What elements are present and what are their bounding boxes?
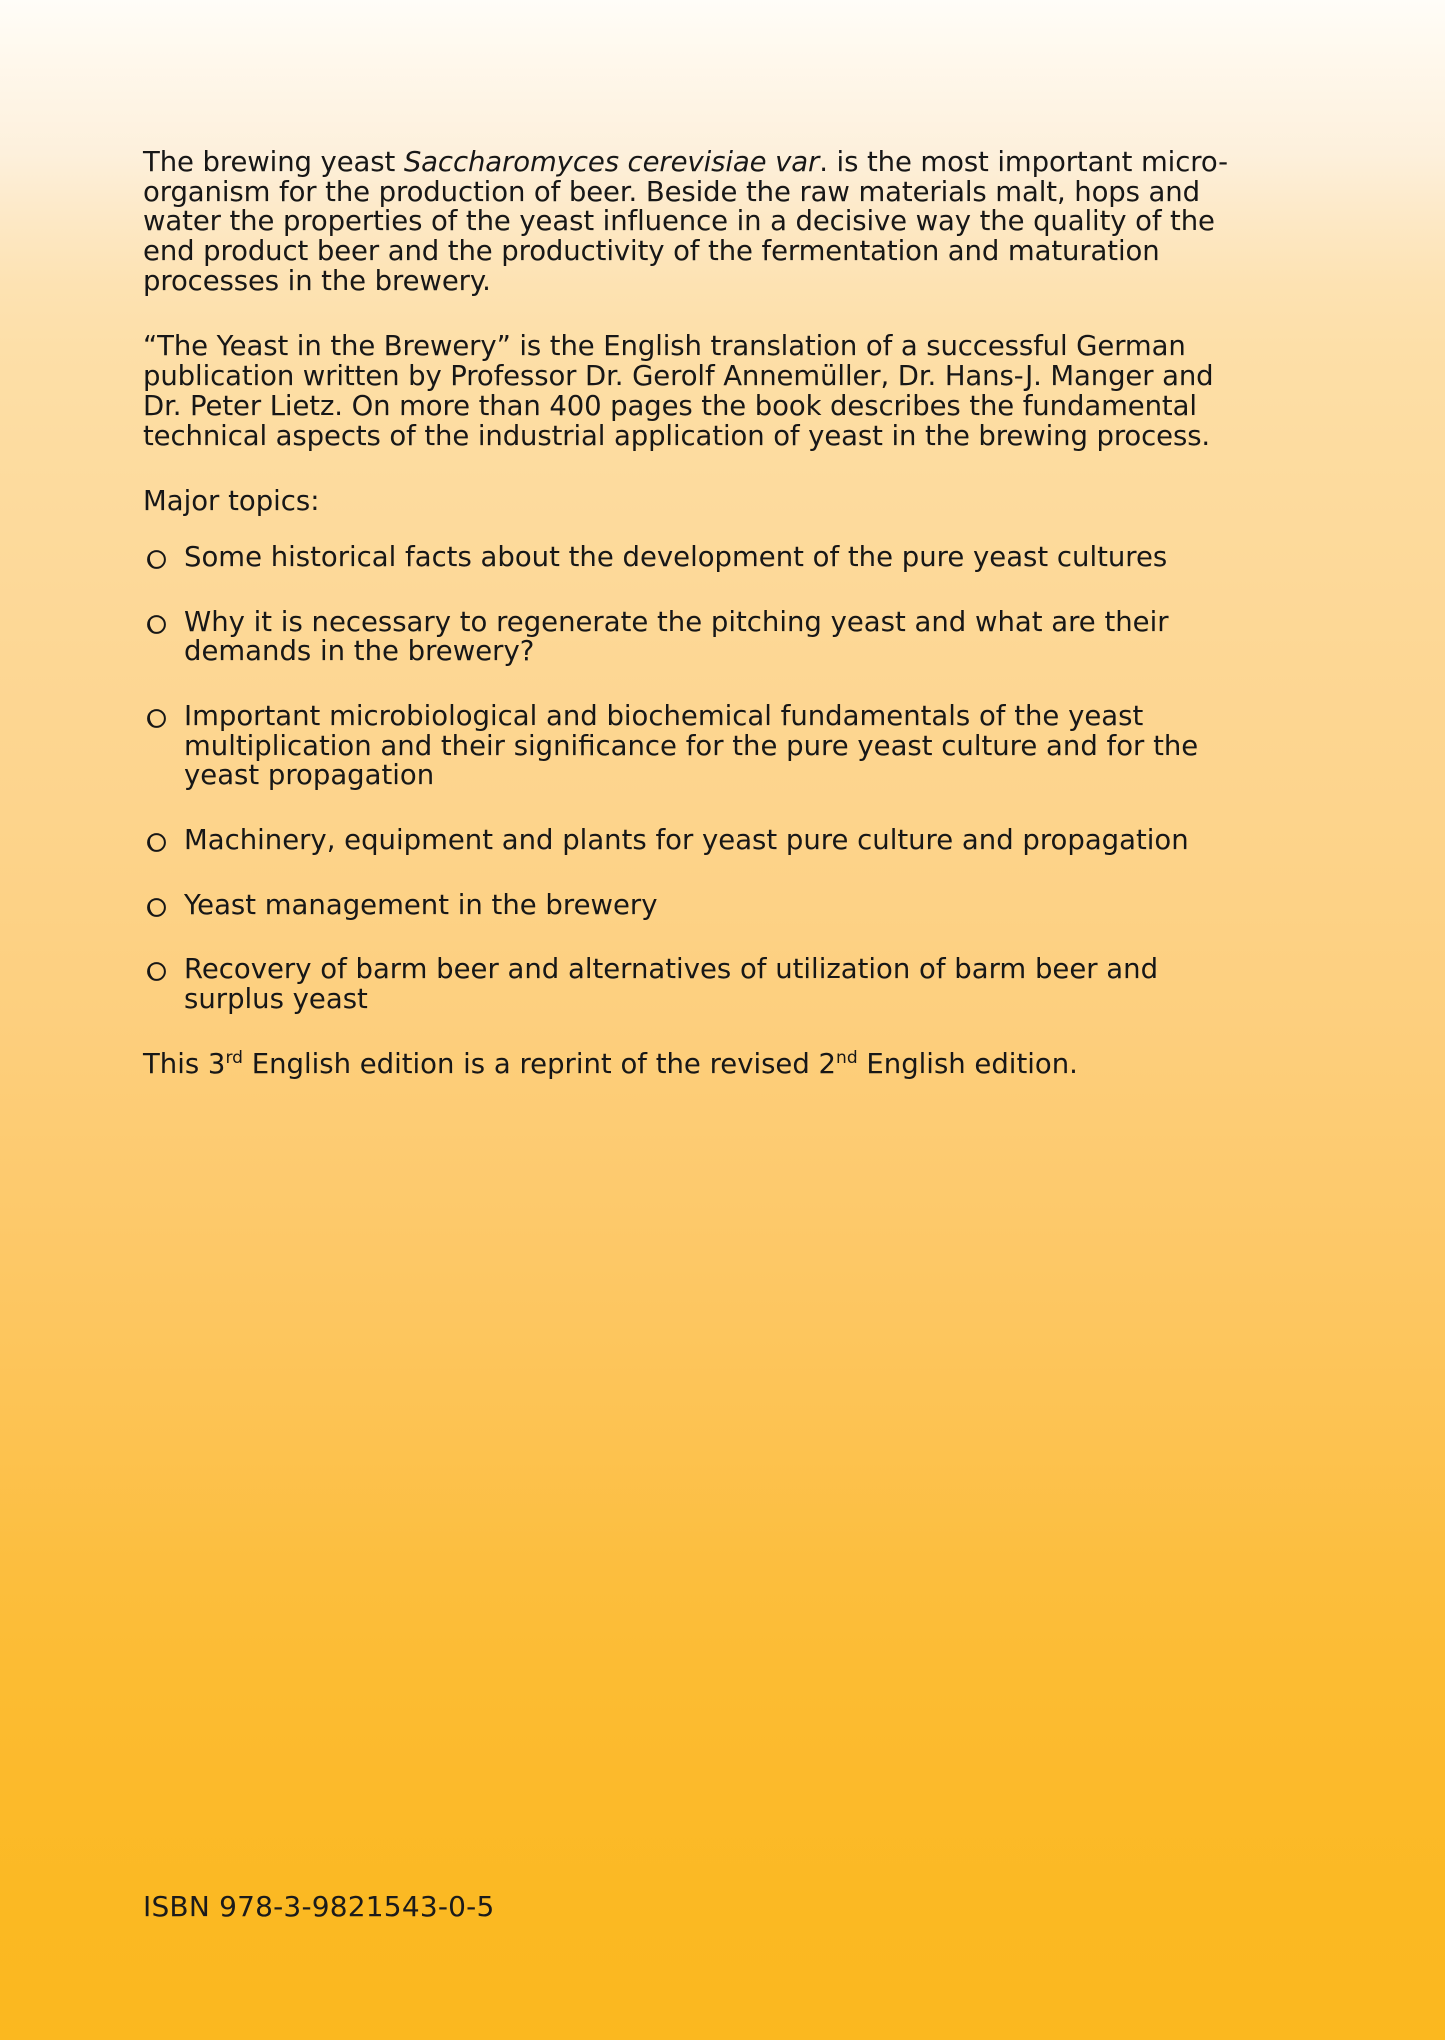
list-item-label: Important microbiological and biochemical fundamentals of the yeast multiplication and their significance for the pure yeast culture and for the yeast propagation [184,699,1199,792]
edition-ordinal-third: rd [225,1047,243,1068]
edition-note-prefix: This 3 [143,1047,226,1080]
intro-text-rest: . is the most important micro-organism for the production of beer. Beside the raw materials malt, hops and water the properties of the yeast influence in a decisive way the quality of the end product beer and the productivity of the fermentation and maturation processes in the brewery. [143,146,1228,297]
list-item-label: Yeast management in the brewery [184,888,658,921]
open-circle-bullet-icon [146,897,167,918]
list-item-label: Recovery of barm beer and alternatives of utilization of barm beer and surplus yeast [184,953,1159,1016]
species-name-italic: Saccharomyces cerevisiae var [403,146,820,178]
open-circle-bullet-icon [146,832,167,853]
paragraph-intro [143,148,1253,296]
list-item [143,540,1253,573]
edition-note [143,1047,1253,1080]
isbn-label: ISBN 978-3-9821543-0-5 [143,1890,495,1923]
list-item-label: Some historical facts about the development of the pure yeast cultures [184,540,1168,573]
list-item [143,826,1253,856]
list-item [143,605,1253,668]
list-item-label: Why it is necessary to regenerate the pitching yeast and what are their demands in the brewery? [184,605,1169,668]
open-circle-bullet-icon [146,708,167,729]
list-item [143,955,1253,1014]
list-item [143,699,1253,792]
paragraph-translation: “The Yeast in the Brewery” is the English translation of a successful German publication written by Professor Dr. Gerolf Annemüller, Dr. Hans-J. Manger and Dr. Peter Lietz. On more than 400 pages the book describes the fundamental technical aspects of the industrial application of yeast in the brewing process. [143,330,1214,452]
list-item [143,888,1253,921]
edition-note-suffix: English edition. [857,1047,1078,1080]
edition-note-middle: English edition is a reprint of the revised 2 [242,1047,837,1080]
open-circle-bullet-icon [146,549,167,570]
open-circle-bullet-icon [146,614,167,635]
edition-ordinal-second: nd [836,1047,858,1068]
open-circle-bullet-icon [146,961,167,982]
intro-text-lead: The brewing yeast [143,146,404,178]
cover-text-block [143,148,1253,1079]
major-topics-heading: Major topics: [143,485,320,518]
major-topics-list [143,540,1253,1016]
list-item-label: Machinery, equipment and plants for yeast pure culture and propagation [184,824,1189,856]
